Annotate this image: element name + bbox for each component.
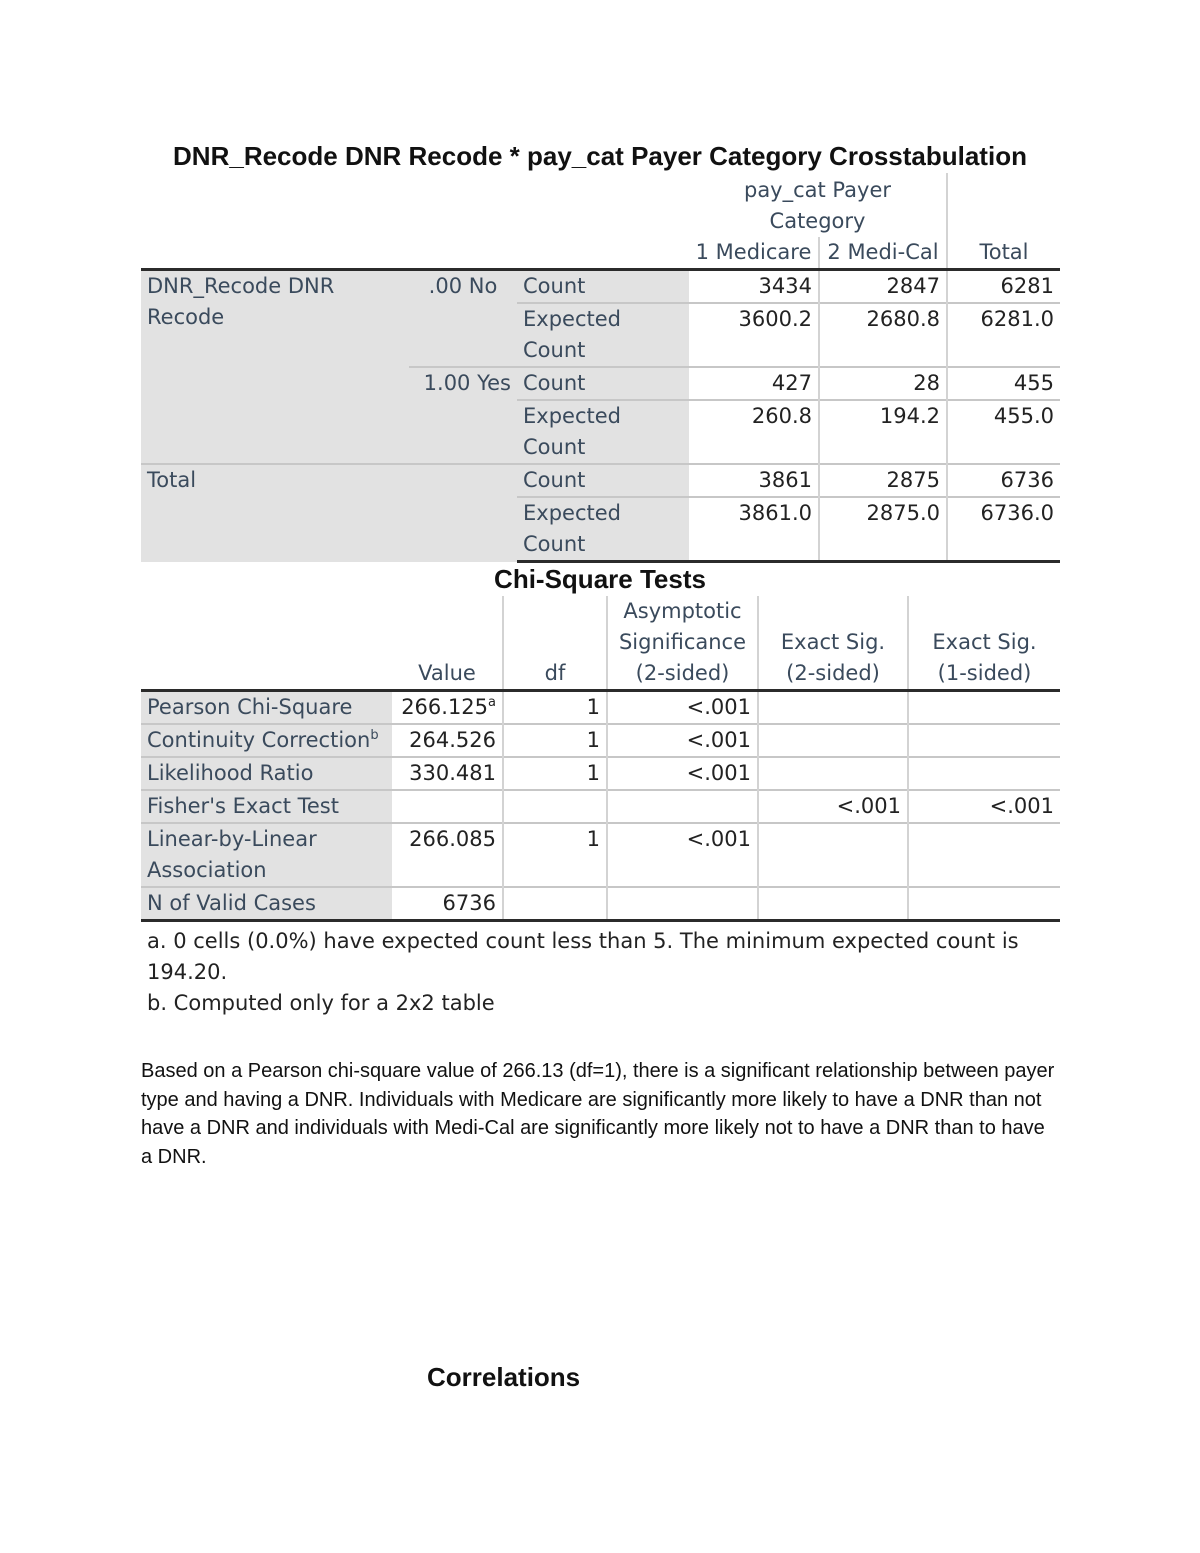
value-cell: 266.125$^a$: [392, 691, 503, 725]
asym-sig-cell: <.001: [607, 757, 758, 790]
row-label: Pearson Chi-Square: [141, 691, 392, 725]
count-label: Count: [517, 270, 689, 304]
count-label: Count: [517, 367, 689, 400]
exact2-cell: [758, 724, 908, 757]
chisq-table: [141, 596, 1060, 922]
df-cell: [503, 887, 607, 921]
asym-sig-cell: <.001: [607, 691, 758, 725]
total-row-label: Total: [141, 464, 517, 562]
cell-no-total-count: 6281: [947, 270, 1060, 304]
footnote-a: a. 0 cells (0.0%) have expected count less than 5. The minimum expected count is 194.20.: [147, 929, 1019, 984]
exact2-cell: [758, 691, 908, 725]
asym-sig-cell: <.001: [607, 823, 758, 887]
cell-yes-total-expected: 455.0: [947, 400, 1060, 464]
expected-count-label: Expected Count: [517, 303, 689, 367]
cell-yes-medicare-count: 427: [689, 367, 819, 400]
exact2-cell: [758, 757, 908, 790]
df-cell: 1: [503, 823, 607, 887]
exact1-cell: [908, 887, 1060, 921]
cell-yes-medicare-expected: 260.8: [689, 400, 819, 464]
value-cell: 6736: [392, 887, 503, 921]
pay-cat-group-header: pay_cat Payer Category: [743, 178, 892, 233]
cell-total-total-expected: 6736.0: [947, 497, 1060, 562]
interpretation-paragraph: Based on a Pearson chi-square value of 266.13 (df=1), there is a significant relationship between payer type and having a DNR. Individuals with Medicare are significantly more likely to have a DNR than not have a DNR and individuals with Medi-Cal are significantly more likely not to have a DNR than to have a DNR.: [141, 1060, 1055, 1168]
exact1-cell: [908, 757, 1060, 790]
cell-total-medical-count: 2875: [819, 464, 947, 497]
level-yes: 1.00 Yes: [409, 367, 517, 464]
col-asymptotic-sig: Asymptotic Significance (2-sided): [607, 596, 758, 691]
exact2-cell: <.001: [758, 790, 908, 823]
exact1-cell: <.001: [908, 790, 1060, 823]
col-value: Value: [418, 661, 476, 685]
row-label: Likelihood Ratio: [141, 757, 392, 790]
row-label: N of Valid Cases: [141, 887, 392, 921]
col-medical: 2 Medi-Cal: [819, 237, 947, 270]
df-cell: 1: [503, 691, 607, 725]
crosstab-title: DNR_Recode DNR Recode * pay_cat Payer Category Crosstabulation: [173, 141, 1027, 171]
expected-count-label: Expected Count: [517, 400, 689, 464]
row-label: Linear-by-Linear Association: [141, 823, 392, 887]
df-cell: 1: [503, 724, 607, 757]
value-cell: 266.085: [392, 823, 503, 887]
chisq-title: Chi-Square Tests: [494, 564, 706, 594]
cell-yes-total-count: 455: [947, 367, 1060, 400]
value-cell: 330.481: [392, 757, 503, 790]
col-exact-sig-1: Exact Sig. (1-sided): [908, 596, 1060, 691]
col-df: df: [503, 596, 607, 691]
exact2-cell: [758, 887, 908, 921]
cell-total-medicare-count: 3861: [689, 464, 819, 497]
df-cell: [503, 790, 607, 823]
cell-total-medicare-expected: 3861.0: [689, 497, 819, 562]
cell-yes-medical-count: 28: [819, 367, 947, 400]
col-total: Total: [947, 237, 1060, 270]
exact1-cell: [908, 724, 1060, 757]
df-cell: 1: [503, 757, 607, 790]
row-variable-label: DNR_Recode DNR Recode: [141, 270, 409, 465]
exact1-cell: [908, 691, 1060, 725]
cell-no-medical-count: 2847: [819, 270, 947, 304]
cell-no-medical-expected: 2680.8: [819, 303, 947, 367]
asym-sig-cell: <.001: [607, 724, 758, 757]
asym-sig-cell: [607, 887, 758, 921]
cell-total-total-count: 6736: [947, 464, 1060, 497]
row-label: Fisher's Exact Test: [141, 790, 392, 823]
crosstab-table: [141, 173, 1060, 563]
cell-yes-medical-expected: 194.2: [819, 400, 947, 464]
level-no: .00 No: [409, 270, 517, 368]
exact2-cell: [758, 823, 908, 887]
cell-total-medical-expected: 2875.0: [819, 497, 947, 562]
exact1-cell: [908, 823, 1060, 887]
value-cell: 264.526: [392, 724, 503, 757]
row-label: Continuity Correction$^b$: [141, 724, 392, 757]
col-medicare: 1 Medicare: [695, 240, 812, 264]
cell-no-medicare-count: 3434: [689, 270, 819, 304]
value-cell: [392, 790, 503, 823]
cell-no-total-expected: 6281.0: [947, 303, 1060, 367]
footnote-b: b. Computed only for a 2x2 table: [147, 991, 495, 1015]
correlations-title: Correlations: [427, 1362, 581, 1392]
asym-sig-cell: [607, 790, 758, 823]
col-exact-sig-2: Exact Sig. (2-sided): [758, 596, 908, 691]
count-label: Count: [517, 464, 689, 497]
cell-no-medicare-expected: 3600.2: [689, 303, 819, 367]
expected-count-label: Expected Count: [517, 497, 689, 562]
